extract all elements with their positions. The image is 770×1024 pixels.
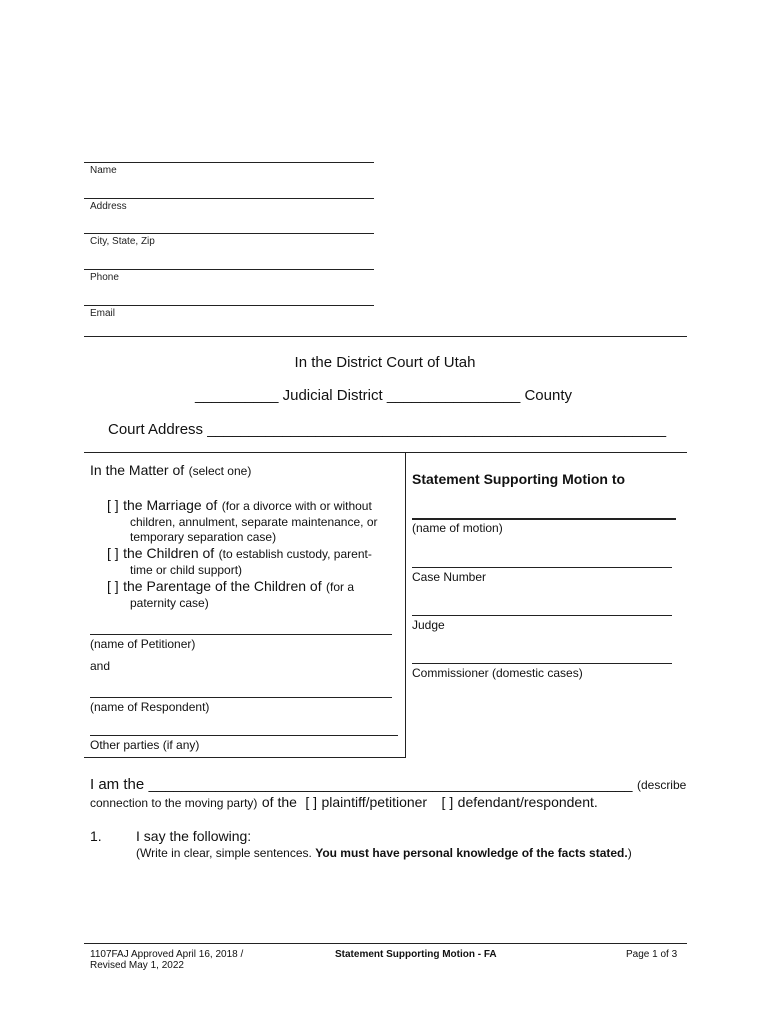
option-children[interactable] [107,545,372,563]
option-note-line: temporary separation case) [130,530,277,544]
statement-instruction [136,846,632,860]
checkbox[interactable]: [ ] [107,497,119,513]
motion-title: Statement Supporting Motion to [412,471,626,487]
caption-top-border [84,452,687,453]
petitioner-option: plaintiff/petitioner [321,794,428,810]
statement-heading: I say the following: [136,828,252,844]
other-parties-line[interactable] [90,735,398,736]
option-parentage[interactable] [107,578,354,596]
checkbox[interactable]: [ ] [107,545,119,561]
district-label: Judicial District [282,387,383,404]
commissioner-label: Commissioner (domestic cases) [412,666,583,680]
petitioner-line[interactable] [90,634,392,635]
footer-title: Statement Supporting Motion - FA [335,949,497,960]
footer-form-line2: Revised May 1, 2022 [90,960,184,971]
statement-number: 1. [90,828,102,844]
court-address-line [108,421,666,438]
option-note: (for a divorce with or without [221,499,372,513]
matter-heading [90,462,251,480]
instruction-bold: You must have personal knowledge of the facts stated. [315,846,628,860]
party-role-line [90,794,598,812]
option-label: the Marriage of [123,497,218,513]
footer-page-number: Page 1 of 3 [626,949,678,960]
city-state-zip-label: City, State, Zip [90,236,155,247]
option-label: the Children of [123,545,215,561]
party-line [90,776,686,794]
instruction-plain: (Write in clear, simple sentences. [136,846,312,860]
court-address-blank[interactable]: _______________________________________________________ [207,421,667,438]
city-state-zip-line[interactable] [84,233,374,234]
option-label: the Parentage of the Children of [123,578,322,594]
caption-bottom-border [84,757,406,758]
county-label: County [524,387,572,404]
respondent-checkbox[interactable]: [ ] [441,794,454,810]
and-label: and [90,659,111,673]
commissioner-line[interactable] [412,663,672,664]
matter-heading-sub: (select one) [188,464,252,478]
option-note-line: children, annulment, separate maintenance, or [130,515,378,529]
case-number-line[interactable] [412,567,672,568]
district-line [195,387,572,404]
phone-label: Phone [90,272,119,283]
caption-divider [405,452,406,757]
case-number-label: Case Number [412,570,487,584]
phone-line[interactable] [84,269,374,270]
court-title: In the District Court of Utah [294,354,476,371]
other-parties-label: Other parties (if any) [90,738,200,752]
district-blank[interactable]: __________ [195,387,279,404]
option-note-line: paternity case) [130,596,209,610]
footer-form-line1: 1107FAJ Approved April 16, 2018 / [90,949,244,960]
connection-label: connection to the moving party) [90,796,258,810]
petitioner-label: (name of Petitioner) [90,637,196,651]
motion-name-line[interactable] [412,518,676,520]
option-marriage[interactable] [107,497,372,515]
respondent-line[interactable] [90,697,392,698]
court-address-label: Court Address [108,421,204,438]
i-am-the-label: I am the [90,776,145,793]
party-description-blank[interactable]: __________________________________________________________ [148,776,633,793]
instruction-close: ) [627,846,632,860]
checkbox[interactable]: [ ] [107,578,119,594]
of-the-label: of the [261,794,297,810]
judge-label: Judge [412,618,445,632]
name-line[interactable] [84,162,374,163]
email-label: Email [90,308,116,319]
describe-label: (describe [636,778,687,792]
footer-form-number [90,949,243,971]
petitioner-checkbox[interactable]: [ ] [305,794,318,810]
address-label: Address [90,201,127,212]
motion-name-label: (name of motion) [412,521,503,535]
footer-divider [84,943,687,944]
header-divider [84,336,687,337]
option-note-line: time or child support) [130,563,243,577]
judge-line[interactable] [412,615,672,616]
respondent-option: defendant/respondent. [457,794,598,810]
option-note: (to establish custody, parent- [218,547,372,561]
email-line[interactable] [84,305,374,306]
option-note: (for a [326,580,355,594]
name-label: Name [90,165,117,176]
matter-heading-main: In the Matter of [90,462,185,478]
respondent-label: (name of Respondent) [90,700,210,714]
address-line[interactable] [84,198,374,199]
county-blank[interactable]: ________________ [386,387,521,404]
